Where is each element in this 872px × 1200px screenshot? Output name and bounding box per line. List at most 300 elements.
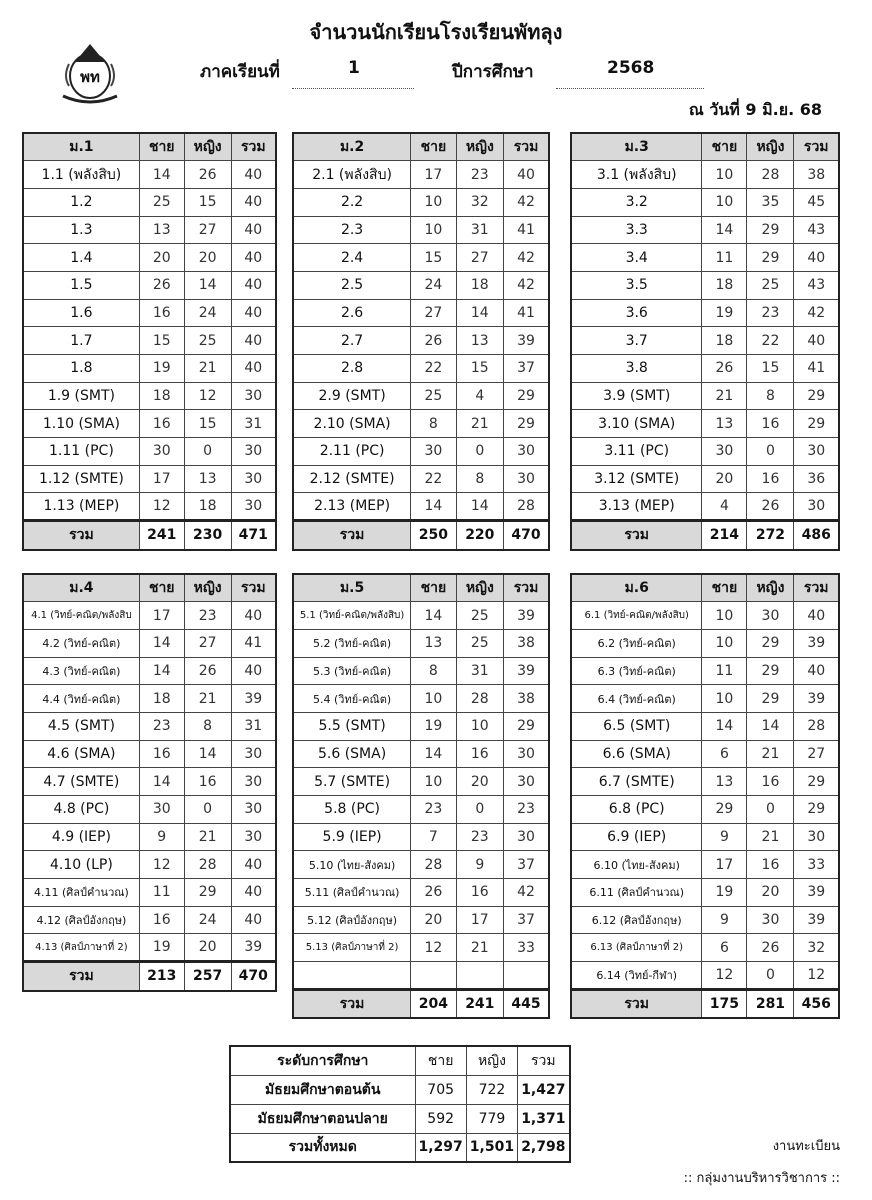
total-count: 30 [231,768,276,796]
female-count: 28 [747,161,794,189]
summary-grand-total-row [230,1133,570,1162]
male-count: 25 [411,382,456,410]
class-name: 6.12 (ศิลป์อังกฤษ) [571,906,702,934]
class-name: 4.4 (วิทย์-คณิต) [23,685,139,713]
total-count: 29 [794,382,839,410]
summary-male: 705 [415,1075,466,1104]
total-count: 39 [231,685,276,713]
table-row [23,327,276,355]
year-label: ปีการศึกษา [452,62,534,82]
table-header-row [293,574,549,602]
header-female: หญิง [456,133,503,161]
total-count: 42 [504,879,549,907]
summary-male: 592 [415,1104,466,1133]
class-name: 4.10 (LP) [23,851,139,879]
summary-total: 2,798 [518,1133,570,1162]
class-name: 4.1 (วิทย์-คณิต/พลังสิบ [23,602,139,630]
female-count: 32 [456,188,503,216]
class-name: 1.1 (พลังสิบ) [23,161,139,189]
total-count: 31 [231,410,276,438]
male-count: 14 [139,768,184,796]
class-name: 5.8 (PC) [293,796,411,824]
female-count: 29 [747,685,794,713]
female-count: 16 [747,465,794,493]
total-count: 29 [504,712,549,740]
class-name: 5.6 (SMA) [293,740,411,768]
total-count: 40 [231,906,276,934]
table-row [293,934,549,962]
class-name: 6.6 (SMA) [571,740,702,768]
class-name: 1.6 [23,299,139,327]
total-count: 38 [504,685,549,713]
total-count: 30 [794,493,839,521]
table-row [293,740,549,768]
class-name: 1.12 (SMTE) [23,465,139,493]
female-count: 0 [747,438,794,466]
table-row [23,299,276,327]
table-row [571,934,839,962]
table-row [23,740,276,768]
department-label: งานทะเบียน [772,1139,840,1154]
table-header-row [23,574,276,602]
summary-female: 779 [466,1104,517,1133]
total-count: 39 [794,685,839,713]
grade-name: ม.4 [23,574,139,602]
school-logo-icon [55,38,125,108]
total-count: 43 [794,271,839,299]
header-female: หญิง [456,574,503,602]
class-name: 6.2 (วิทย์-คณิต) [571,629,702,657]
male-count: 8 [411,657,456,685]
male-count: 19 [139,934,184,962]
table-row [571,879,839,907]
total-row [571,521,839,550]
class-name: 5.10 (ไทย-สังคม) [293,851,411,879]
class-name: 3.3 [571,216,702,244]
page-title: จำนวนนักเรียนโรงเรียนพัทลุง [309,20,563,44]
total-male: 204 [411,989,456,1018]
total-count: 40 [231,355,276,383]
total-female: 272 [747,521,794,550]
female-count: 23 [747,299,794,327]
summary-row [230,1075,570,1104]
group-label: :: กลุ่มงานบริหารวิชาการ :: [683,1171,840,1186]
male-count: 14 [139,629,184,657]
class-name: 4.12 (ศิลป์อังกฤษ) [23,906,139,934]
female-count: 16 [747,851,794,879]
total-count: 37 [504,906,549,934]
class-name: 1.4 [23,244,139,272]
female-count: 20 [747,879,794,907]
table-row [293,493,549,521]
table-row [293,188,549,216]
table-row [23,629,276,657]
grade-name: ม.2 [293,133,411,161]
class-name: 2.6 [293,299,411,327]
table-row [293,299,549,327]
class-name: 6.9 (IEP) [571,823,702,851]
class-name: 2.11 (PC) [293,438,411,466]
table-row [571,216,839,244]
male-count: 19 [702,879,747,907]
total-male: 213 [139,962,184,991]
total-count: 42 [504,271,549,299]
total-count: 40 [231,299,276,327]
total-count: 39 [231,934,276,962]
female-count: 25 [456,629,503,657]
class-name: 3.7 [571,327,702,355]
male-count: 12 [411,934,456,962]
table-row [293,768,549,796]
table-row [293,410,549,438]
grade-table-m4 [22,573,277,992]
class-name: 4.8 (PC) [23,796,139,824]
male-count: 10 [702,188,747,216]
table-row [293,438,549,466]
class-name: 5.13 (ศิลป์ภาษาที่ 2) [293,934,411,962]
table-row [571,410,839,438]
table-row [23,493,276,521]
class-name: 1.5 [23,271,139,299]
total-row [293,989,549,1018]
male-count: 19 [702,299,747,327]
female-count: 29 [747,629,794,657]
class-name: 4.3 (วิทย์-คณิต) [23,657,139,685]
table-row [23,796,276,824]
class-name: 3.5 [571,271,702,299]
class-name: 4.9 (IEP) [23,823,139,851]
table-row [293,962,549,990]
total-count: 41 [231,629,276,657]
class-name: 2.13 (MEP) [293,493,411,521]
table-row [293,602,549,630]
male-count: 17 [139,602,184,630]
class-name: 2.7 [293,327,411,355]
male-count: 28 [411,851,456,879]
summary-female: 722 [466,1075,517,1104]
total-female: 257 [184,962,231,991]
table-header-row [293,133,549,161]
female-count: 26 [747,493,794,521]
class-name: 6.11 (ศิลป์คำนวณ) [571,879,702,907]
female-count: 23 [184,602,231,630]
total-row [293,521,549,550]
logo-text: พท [80,68,100,86]
semester-value: 1 [348,58,360,78]
header-total: รวม [504,133,549,161]
total-count: 30 [504,465,549,493]
total-all: 486 [794,521,839,550]
male-count: 20 [411,906,456,934]
table-row [23,188,276,216]
table-row [293,465,549,493]
female-count: 4 [456,382,503,410]
summary-level: มัธยมศึกษาตอนต้น [230,1075,415,1104]
class-name: 2.3 [293,216,411,244]
female-count: 29 [747,216,794,244]
male-count: 19 [139,355,184,383]
female-count: 15 [184,410,231,438]
female-count: 0 [184,438,231,466]
header-male: ชาย [411,574,456,602]
table-header-row [571,133,839,161]
female-count: 0 [747,962,794,990]
table-row [571,355,839,383]
class-name: 4.2 (วิทย์-คณิต) [23,629,139,657]
class-name [293,962,411,990]
class-name: 3.2 [571,188,702,216]
male-count: 10 [411,188,456,216]
table-row [571,657,839,685]
class-name: 3.11 (PC) [571,438,702,466]
total-count: 30 [231,740,276,768]
year-value: 2568 [607,58,655,78]
female-count: 16 [184,768,231,796]
total-count: 29 [504,410,549,438]
male-count: 9 [702,823,747,851]
table-row [571,188,839,216]
female-count: 13 [184,465,231,493]
class-name: 2.8 [293,355,411,383]
total-count: 30 [794,438,839,466]
class-name: 6.3 (วิทย์-คณิต) [571,657,702,685]
class-name: 4.5 (SMT) [23,712,139,740]
total-count: 33 [504,934,549,962]
total-count: 40 [231,851,276,879]
header-female: หญิง [184,574,231,602]
female-count: 10 [456,712,503,740]
class-name: 2.10 (SMA) [293,410,411,438]
total-count: 28 [504,493,549,521]
table-row [571,465,839,493]
male-count: 27 [411,299,456,327]
male-count: 23 [139,712,184,740]
male-count: 18 [139,685,184,713]
female-count: 8 [747,382,794,410]
female-count: 16 [456,879,503,907]
table-row [293,796,549,824]
male-count: 25 [139,188,184,216]
total-count: 39 [504,657,549,685]
total-count: 40 [504,161,549,189]
total-all: 470 [504,521,549,550]
total-count: 31 [231,712,276,740]
male-count: 6 [702,934,747,962]
total-count: 40 [794,602,839,630]
table-row [571,493,839,521]
total-count: 40 [231,244,276,272]
table-row [571,851,839,879]
female-count: 9 [456,851,503,879]
female-count: 27 [184,216,231,244]
summary-header-row [230,1046,570,1075]
class-name: 2.2 [293,188,411,216]
female-count: 18 [184,493,231,521]
class-name: 3.8 [571,355,702,383]
total-count: 29 [794,768,839,796]
table-row [571,712,839,740]
total-count: 40 [231,657,276,685]
female-count: 0 [456,438,503,466]
header-female: หญิง [747,133,794,161]
male-count: 18 [702,271,747,299]
total-count: 29 [794,410,839,438]
table-row [23,382,276,410]
male-count: 26 [411,327,456,355]
male-count: 24 [411,271,456,299]
class-name: 3.10 (SMA) [571,410,702,438]
total-count: 39 [794,879,839,907]
table-row [571,244,839,272]
female-count: 18 [456,271,503,299]
female-count: 25 [184,327,231,355]
male-count: 9 [139,823,184,851]
table-row [293,657,549,685]
female-count: 26 [747,934,794,962]
female-count: 21 [747,823,794,851]
table-row [293,216,549,244]
total-count: 37 [504,851,549,879]
male-count: 10 [702,685,747,713]
summary-total: 1,427 [518,1075,570,1104]
male-count: 17 [411,161,456,189]
as-of-date: ณ วันที่ 9 มิ.ย. 68 [688,100,822,119]
grade-table-m6 [570,573,840,1019]
female-count: 15 [747,355,794,383]
table-row [293,851,549,879]
header-total: รวม [504,574,549,602]
total-all: 445 [504,989,549,1018]
male-count: 11 [139,879,184,907]
table-row [571,299,839,327]
male-count: 10 [411,768,456,796]
class-name: 1.7 [23,327,139,355]
total-label: รวม [293,989,411,1018]
female-count: 29 [747,657,794,685]
class-name: 6.1 (วิทย์-คณิต/พลังสิบ) [571,602,702,630]
male-count: 7 [411,823,456,851]
female-count: 21 [456,410,503,438]
header-female: หญิง [747,574,794,602]
table-row [23,768,276,796]
class-name: 1.9 (SMT) [23,382,139,410]
female-count: 13 [456,327,503,355]
male-count: 16 [139,906,184,934]
female-count: 16 [747,410,794,438]
male-count: 30 [139,796,184,824]
total-count: 28 [794,712,839,740]
total-count: 30 [504,823,549,851]
class-name: 5.9 (IEP) [293,823,411,851]
male-count: 18 [139,382,184,410]
table-row [23,602,276,630]
table-row [23,934,276,962]
male-count: 4 [702,493,747,521]
grade-table-m3 [570,132,840,551]
male-count: 14 [411,740,456,768]
male-count: 14 [139,161,184,189]
male-count: 17 [702,851,747,879]
female-count: 27 [184,629,231,657]
total-count: 30 [231,438,276,466]
table-row [571,796,839,824]
total-label: รวม [23,521,139,550]
total-row [571,989,839,1018]
male-count: 15 [139,327,184,355]
total-count: 45 [794,188,839,216]
total-count: 39 [794,906,839,934]
table-row [293,271,549,299]
female-count: 31 [456,657,503,685]
class-name: 3.9 (SMT) [571,382,702,410]
male-count: 29 [702,796,747,824]
female-count: 15 [456,355,503,383]
table-row [23,244,276,272]
grade-name: ม.6 [571,574,702,602]
total-label: รวม [571,989,702,1018]
female-count: 14 [184,740,231,768]
total-count: 40 [794,327,839,355]
male-count: 26 [139,271,184,299]
class-name: 6.10 (ไทย-สังคม) [571,851,702,879]
male-count: 14 [702,712,747,740]
header-male: ชาย [411,133,456,161]
table-row [23,657,276,685]
total-count: 39 [794,629,839,657]
table-row [571,906,839,934]
summary-header-female: หญิง [466,1046,517,1075]
header-male: ชาย [139,133,184,161]
total-count: 40 [794,244,839,272]
total-count: 40 [231,271,276,299]
male-count: 10 [702,629,747,657]
table-row [23,851,276,879]
total-count: 23 [504,796,549,824]
total-count: 30 [231,796,276,824]
total-all: 471 [231,521,276,550]
female-count: 0 [184,796,231,824]
female-count: 23 [456,161,503,189]
total-count: 37 [504,355,549,383]
male-count: 13 [702,768,747,796]
total-count: 41 [504,299,549,327]
total-count: 30 [231,823,276,851]
table-row [23,879,276,907]
female-count: 23 [456,823,503,851]
table-header-row [23,133,276,161]
class-name: 6.5 (SMT) [571,712,702,740]
total-label: รวม [293,521,411,550]
class-name: 6.4 (วิทย์-คณิต) [571,685,702,713]
total-count: 30 [231,493,276,521]
total-count: 40 [231,879,276,907]
total-count: 32 [794,934,839,962]
table-row [571,438,839,466]
female-count: 24 [184,299,231,327]
summary-level: มัธยมศึกษาตอนปลาย [230,1104,415,1133]
male-count: 13 [139,216,184,244]
class-name: 2.4 [293,244,411,272]
table-row [23,465,276,493]
female-count: 17 [456,906,503,934]
female-count: 31 [456,216,503,244]
table-row [23,410,276,438]
total-female: 281 [747,989,794,1018]
grade-table-m1 [22,132,277,551]
male-count: 13 [702,410,747,438]
male-count: 14 [139,657,184,685]
table-row [571,327,839,355]
